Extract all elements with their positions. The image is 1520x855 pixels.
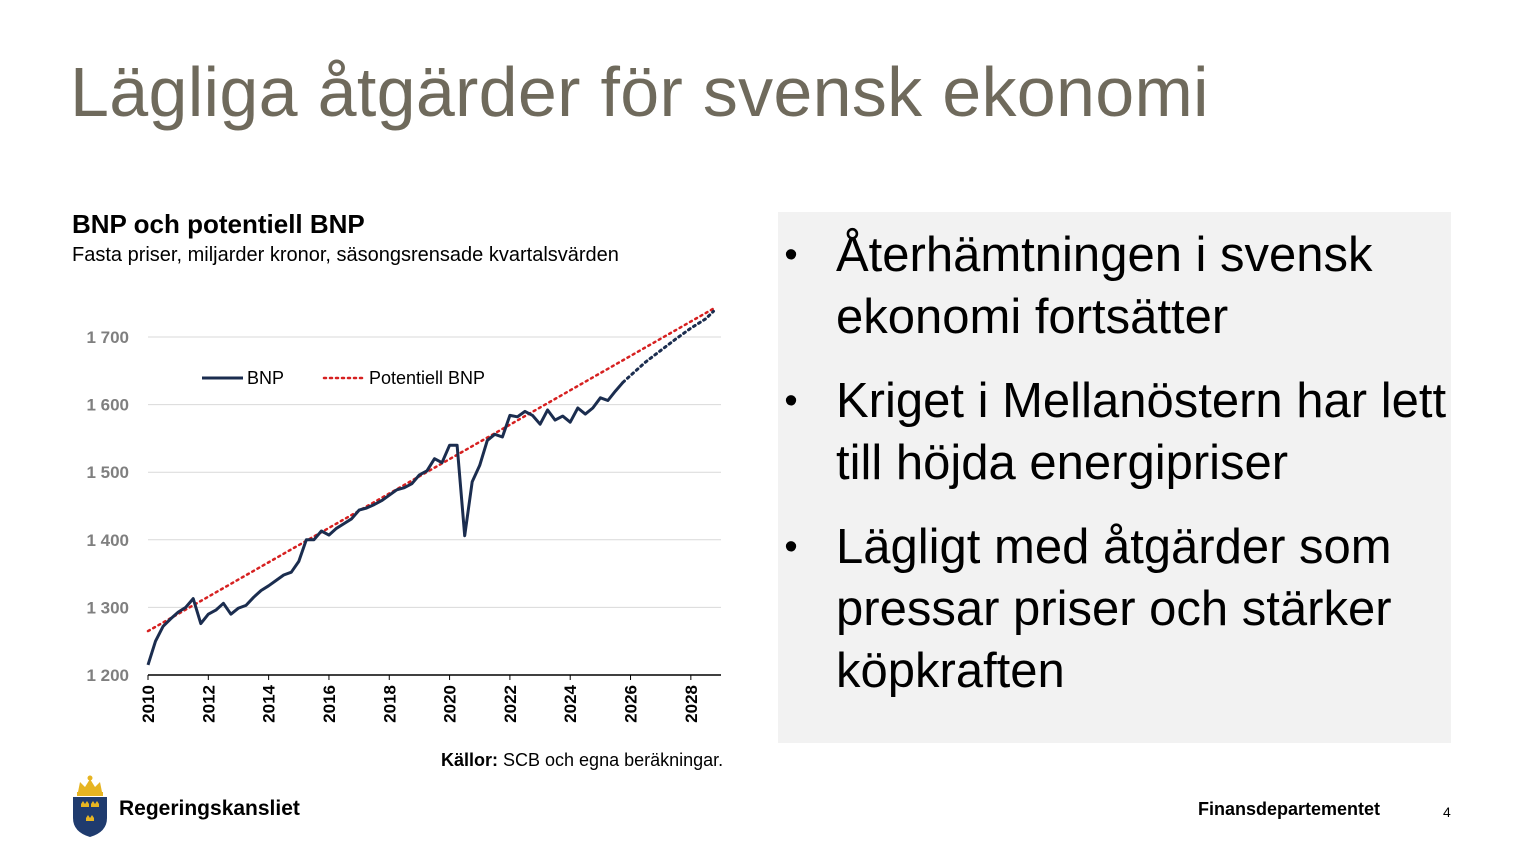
series-line-potential-bnp xyxy=(148,309,714,631)
slide-title: Lägliga åtgärder för svensk ekonomi xyxy=(70,53,1209,131)
legend-label-potential-bnp: Potentiell BNP xyxy=(369,368,486,388)
x-tick-label: 2014 xyxy=(259,685,279,723)
footer-department: Finansdepartementet xyxy=(1198,799,1381,819)
bullet-panel xyxy=(778,212,1451,743)
x-tick-label: 2026 xyxy=(621,685,641,723)
gdp-line-chart xyxy=(0,0,760,740)
series-line-bnp-forecast xyxy=(623,311,714,382)
bullet-list xyxy=(778,224,1451,724)
series-line-bnp xyxy=(148,382,623,665)
bullet-text-measures: Lägligt med åtgärder som pressar priser och stärker köpkraften xyxy=(836,520,1392,698)
crown-shield-logo-icon xyxy=(70,774,110,838)
y-tick-label: 1 600 xyxy=(86,395,129,415)
y-tick-label: 1 400 xyxy=(86,530,129,550)
source-text: SCB och egna beräkningar. xyxy=(498,750,724,770)
x-tick-label: 2022 xyxy=(500,685,520,723)
bullet-text-war: Kriget i Mellanöstern har lett till höjda energipriser xyxy=(836,374,1447,490)
x-tick-label: 2020 xyxy=(440,685,460,723)
bullet-item-recovery xyxy=(778,224,1451,348)
chart-source xyxy=(441,750,723,771)
bullet-dot-icon: • xyxy=(784,380,798,422)
chart-subtitle: Fasta priser, miljarder kronor, säsongsrensade kvartalsvärden xyxy=(72,244,619,266)
bullet-text-recovery: Återhämtningen i svensk ekonomi fortsätter xyxy=(836,228,1373,344)
x-tick-label: 2016 xyxy=(319,685,339,723)
logo-text: Regeringskansliet xyxy=(119,797,300,820)
y-tick-label: 1 200 xyxy=(86,666,129,685)
source-label: Källor: xyxy=(441,750,499,770)
bullet-dot-icon: • xyxy=(784,526,798,568)
x-tick-label: 2012 xyxy=(199,685,219,723)
x-tick-label: 2024 xyxy=(561,685,581,723)
y-tick-label: 1 300 xyxy=(86,598,129,618)
legend-label-bnp: BNP xyxy=(247,368,285,388)
bullet-item-measures xyxy=(778,516,1451,702)
x-tick-label: 2010 xyxy=(139,685,158,723)
x-tick-label: 2018 xyxy=(380,685,400,723)
page-number: 4 xyxy=(1443,804,1451,820)
bullet-item-war xyxy=(778,370,1451,494)
x-tick-label: 2028 xyxy=(681,685,701,723)
y-tick-label: 1 500 xyxy=(86,463,129,483)
y-tick-label: 1 700 xyxy=(86,328,129,347)
chart-title: BNP och potentiell BNP xyxy=(72,209,365,239)
bullet-dot-icon: • xyxy=(784,234,798,276)
